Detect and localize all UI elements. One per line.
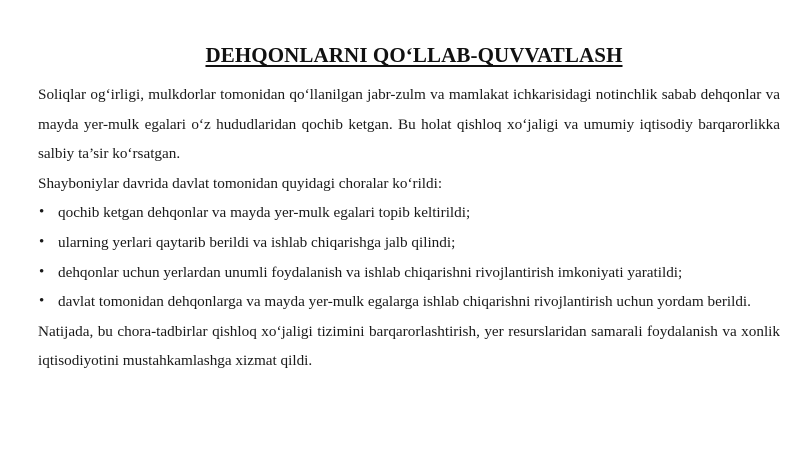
list-item-text: ularning yerlari qaytarib berildi va ishlab chiqarishga jalb qilindi;: [58, 233, 456, 251]
page-title: DEHQONLARNI QO‘LLAB-QUVVATLASH: [205, 43, 623, 67]
slide-body: [38, 80, 780, 376]
list-item-text: dehqonlar uchun yerlardan unumli foydalanish va ishlab chiqarishni rivojlantirish imkoniyati yaratildi;: [58, 263, 683, 281]
bullet-icon: •: [39, 233, 45, 250]
paragraph-intro: Soliqlar og‘irligi, mulkdorlar tomonidan qo‘llanilgan jabr-zulm va mamlakat ichkarisidagi notinchlik sabab dehqonlar va mayda yer-mulk egalari o‘z hududlaridan qochib ketgan. Bu holat qishloq xo‘jaligi va umumiy iqtisodiy barqarorlikka salbiy ta’sir ko‘rsatgan.: [38, 86, 780, 163]
paragraph-measures-lead: Shayboniylar davrida davlat tomonidan quyidagi choralar ko‘rildi:: [38, 174, 443, 192]
bullet-icon: •: [39, 263, 45, 280]
bullet-icon: •: [39, 293, 45, 310]
list-item: [38, 198, 780, 228]
list-item-text: davlat tomonidan dehqonlarga va mayda yer-mulk egalarga ishlab chiqarishni rivojlantirish uchun yordam berildi.: [58, 293, 751, 311]
bullet-icon: •: [39, 204, 45, 221]
measures-list: [38, 198, 780, 316]
list-item: [38, 258, 780, 288]
list-item-text: qochib ketgan dehqonlar va mayda yer-mulk egalari topib keltirildi;: [58, 204, 471, 222]
list-item: [38, 287, 780, 317]
paragraph-conclusion: Natijada, bu chora-tadbirlar qishloq xo‘jaligi tizimini barqarorlashtirish, yer resurslaridan samarali foydalanish va xonlik iqtisodiyotini mustahkamlashga xizmat qildi.: [38, 322, 780, 370]
list-item: [38, 228, 780, 258]
